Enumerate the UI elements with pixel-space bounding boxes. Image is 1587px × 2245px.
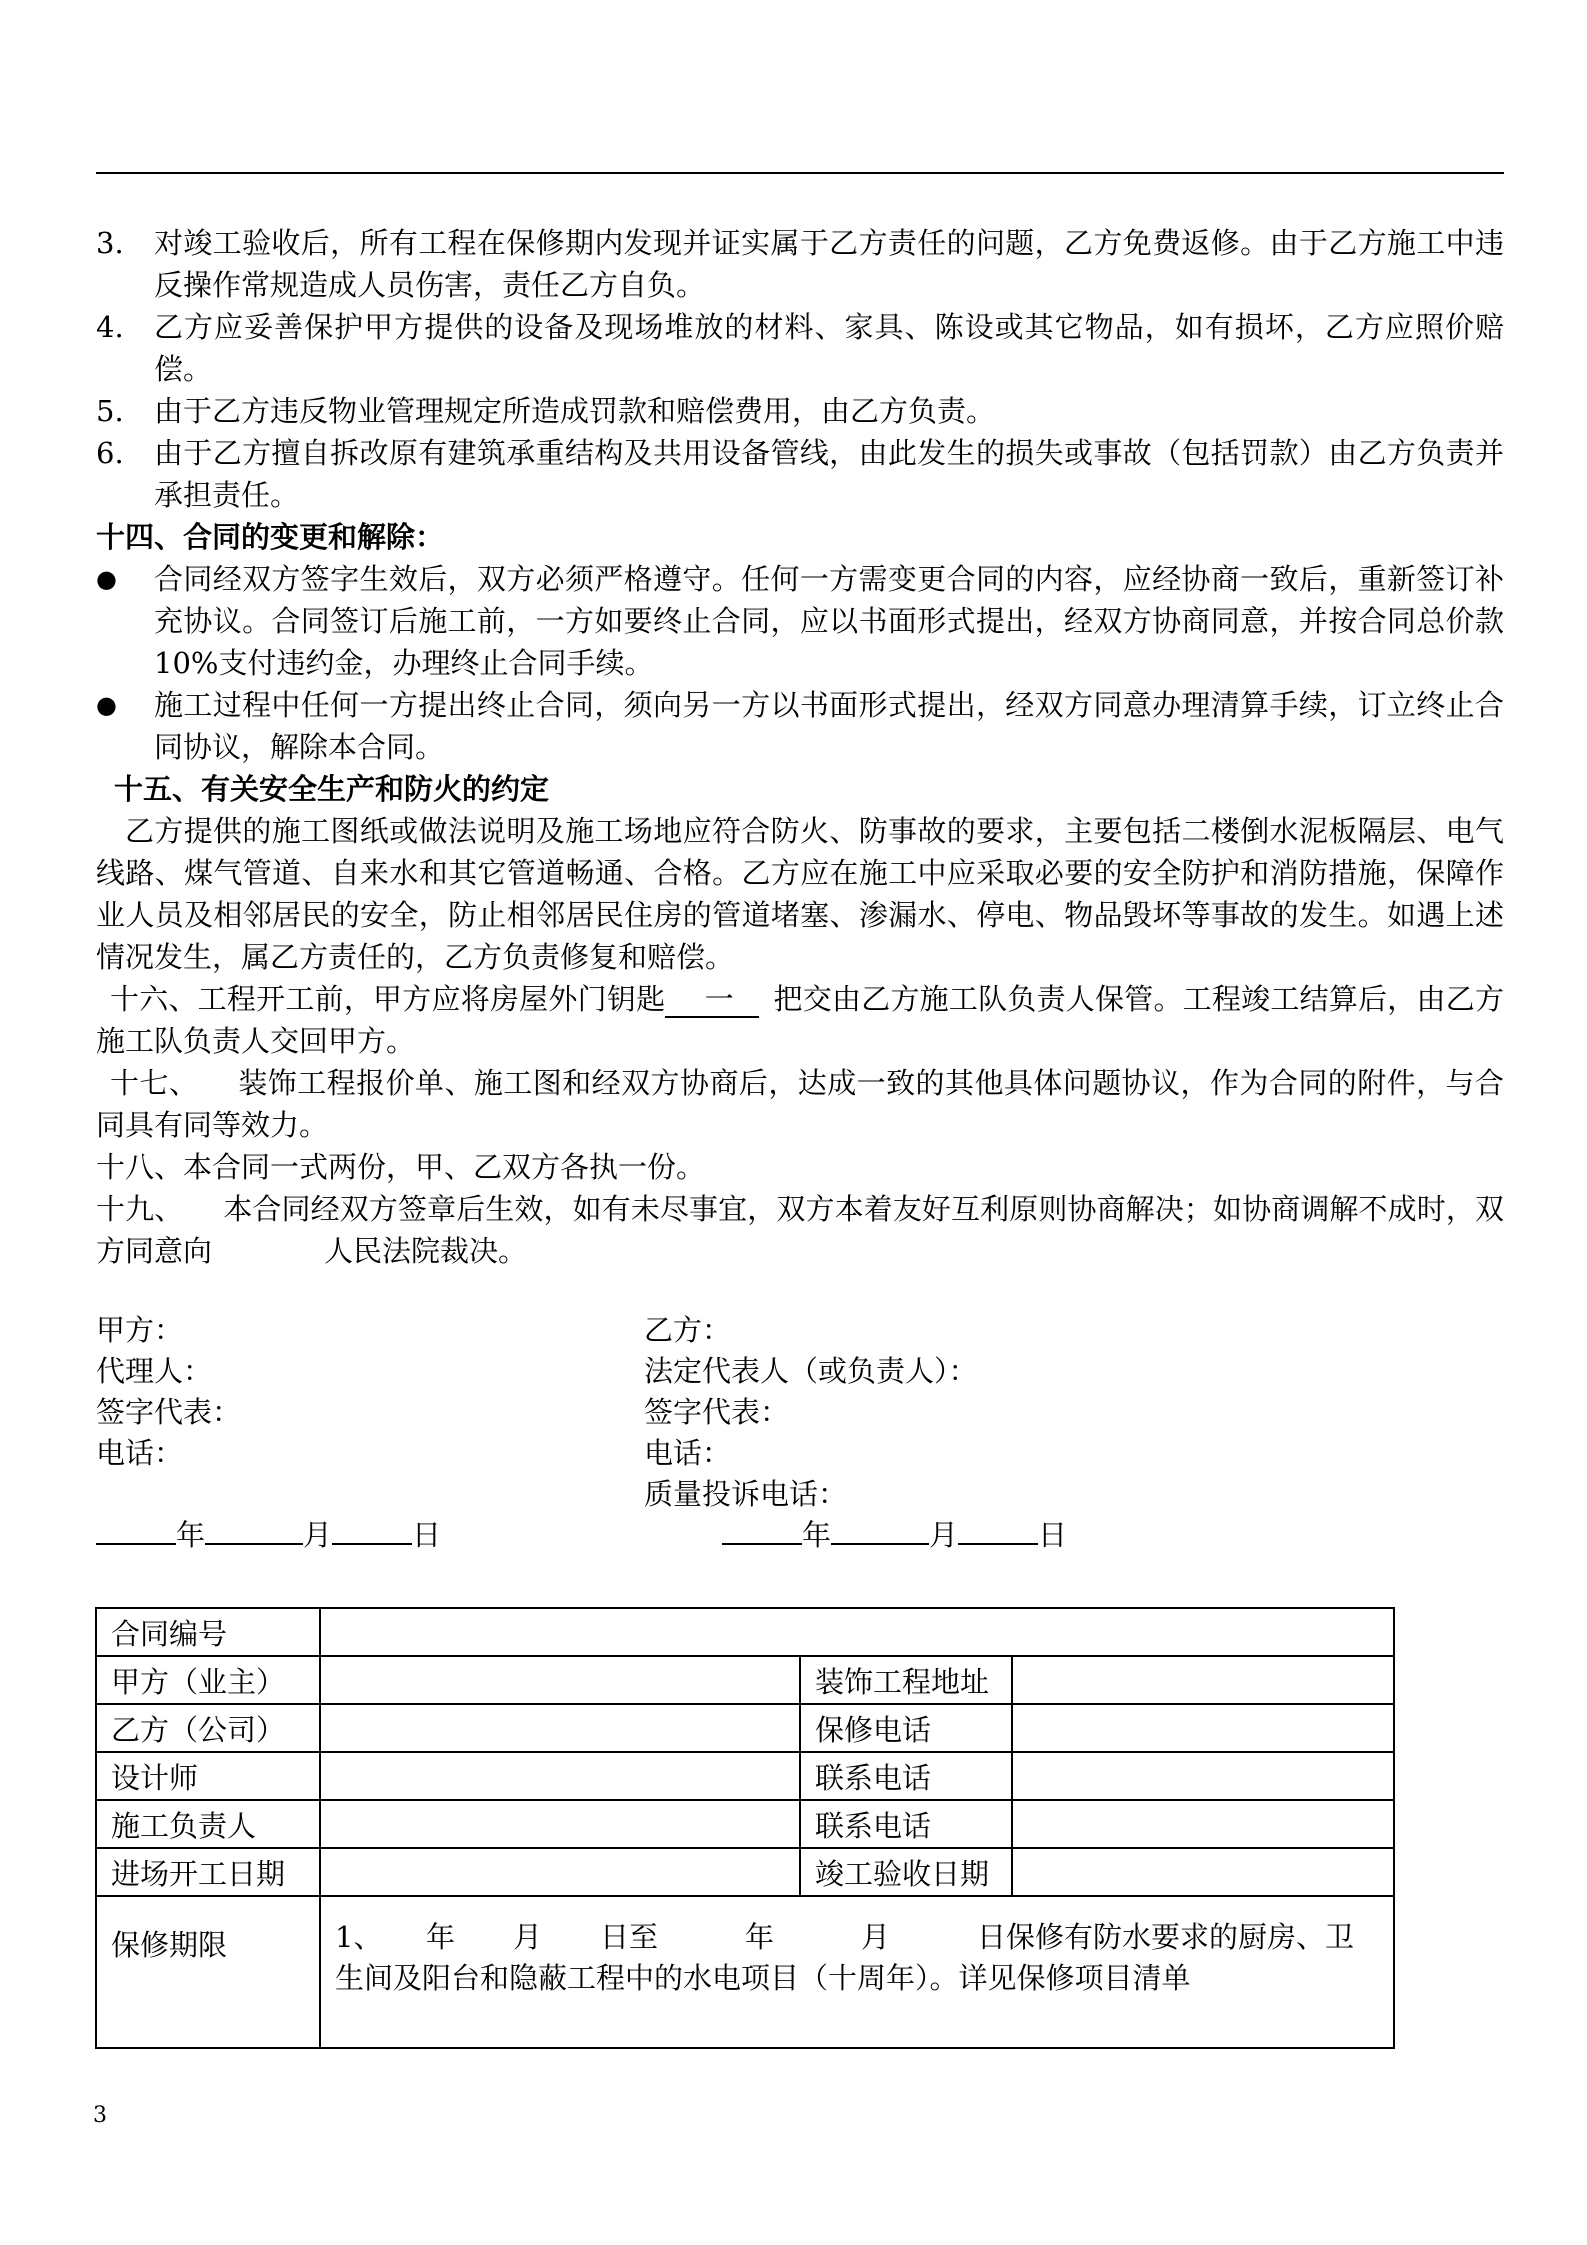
table-label: 竣工验收日期 bbox=[800, 1848, 1012, 1896]
party-b-label: 乙方： bbox=[644, 1313, 732, 1347]
table-label: 设计师 bbox=[96, 1752, 320, 1800]
year-blank bbox=[722, 1515, 802, 1545]
table-value bbox=[1012, 1800, 1394, 1848]
table-value bbox=[320, 1848, 800, 1896]
phone-b-label: 电话： bbox=[644, 1436, 732, 1470]
phone-a-label: 电话： bbox=[96, 1436, 184, 1470]
page-number: 3 bbox=[93, 2103, 107, 2128]
section-19 bbox=[96, 1188, 1504, 1272]
table-row bbox=[96, 1656, 1394, 1704]
section-18: 十八、本合同一式两份，甲、乙双方各执一份。 bbox=[96, 1150, 706, 1184]
party-a-label: 甲方： bbox=[96, 1313, 184, 1347]
bullet-item bbox=[96, 684, 1504, 768]
warranty-label: 保修期限 bbox=[96, 1896, 320, 2048]
table-value bbox=[320, 1800, 800, 1848]
table-row bbox=[96, 1704, 1394, 1752]
table-label: 进场开工日期 bbox=[96, 1848, 320, 1896]
spacer bbox=[96, 1474, 644, 1515]
date-b bbox=[722, 1515, 1067, 1556]
section-17-label: 十七、 bbox=[110, 1066, 199, 1100]
table-value bbox=[320, 1656, 800, 1704]
table-value bbox=[320, 1752, 800, 1800]
date-a bbox=[96, 1515, 722, 1556]
contract-no-value bbox=[320, 1608, 1394, 1656]
section-17-text: 装饰工程报价单、施工图和经双方协商后，达成一致的其他具体问题协议，作为合同的附件，与合同具有同等效力。 bbox=[96, 1066, 1504, 1142]
clause-text: 乙方应妥善保护甲方提供的设备及现场堆放的材料、家具、陈设或其它物品，如有损坏，乙方应照价赔偿。 bbox=[154, 310, 1504, 386]
table-value bbox=[1012, 1848, 1394, 1896]
table-label: 乙方（公司） bbox=[96, 1704, 320, 1752]
day-blank bbox=[332, 1515, 412, 1545]
section-19-label: 十九、 bbox=[96, 1192, 184, 1226]
contract-info-table bbox=[95, 1607, 1395, 2049]
clause-item bbox=[96, 432, 1504, 516]
warranty-text: 1、 年 月 日至 年 月 日保修有防水要求的厨房、卫生间及阳台和隐蔽工程中的水电项目（十周年）。详见保修项目清单 bbox=[320, 1896, 1394, 2048]
section-16 bbox=[96, 978, 1504, 1062]
section-15-body: 乙方提供的施工图纸或做法说明及施工场地应符合防火、防事故的要求，主要包括二楼倒水泥板隔层、电气线路、煤气管道、自来水和其它管道畅通、合格。乙方应在施工中应采取必要的安全防护和消防措施，保障作业人员及相邻居民的安全，防止相邻居民住房的管道堵塞、渗漏水、停电、物品毁坏等事故的发生。如遇上述情况发生，属乙方责任的，乙方负责修复和赔偿。 bbox=[96, 814, 1504, 974]
section-16-suffix: 把交由乙方施工队负责人保管。工程竣工结算后，由乙方施工队负责人交回甲方。 bbox=[96, 982, 1504, 1058]
table-row bbox=[96, 1848, 1394, 1896]
year-label: 年 bbox=[176, 1518, 206, 1552]
contract-no-label: 合同编号 bbox=[96, 1608, 320, 1656]
table-row bbox=[96, 1800, 1394, 1848]
table-label: 联系电话 bbox=[800, 1752, 1012, 1800]
clause-item bbox=[96, 222, 1504, 306]
table-row bbox=[96, 1608, 1394, 1656]
agent-label: 代理人： bbox=[96, 1354, 213, 1388]
date-row bbox=[96, 1515, 1504, 1556]
signatory-b-label: 签字代表： bbox=[644, 1395, 790, 1429]
bullet-text: 施工过程中任何一方提出终止合同，须向另一方以书面形式提出，经双方同意办理清算手续，订立终止合同协议，解除本合同。 bbox=[154, 688, 1504, 764]
clause-text: 由于乙方擅自拆改原有建筑承重结构及共用设备管线，由此发生的损失或事故（包括罚款）由乙方负责并承担责任。 bbox=[154, 436, 1504, 512]
header-rule bbox=[96, 172, 1504, 174]
clause-number: 3. bbox=[96, 226, 124, 260]
table-value bbox=[1012, 1656, 1394, 1704]
bullet-icon: ● bbox=[96, 691, 117, 719]
table-value bbox=[1012, 1704, 1394, 1752]
month-blank bbox=[831, 1515, 929, 1545]
table-label: 装饰工程地址 bbox=[800, 1656, 1012, 1704]
section-19-text-end: 人民法院裁决。 bbox=[324, 1234, 528, 1268]
clause-number: 4. bbox=[96, 310, 124, 344]
section-14-heading: 十四、合同的变更和解除： bbox=[96, 520, 445, 554]
day-label: 日 bbox=[1038, 1518, 1068, 1552]
month-blank bbox=[205, 1515, 303, 1545]
table-value bbox=[1012, 1752, 1394, 1800]
signatory-a-label: 签字代表： bbox=[96, 1395, 242, 1429]
bullet-icon: ● bbox=[96, 565, 117, 593]
complaint-phone-label: 质量投诉电话： bbox=[644, 1477, 848, 1511]
legal-rep-label: 法定代表人（或负责人）： bbox=[644, 1354, 978, 1388]
day-label: 日 bbox=[412, 1518, 442, 1552]
section-16-prefix: 十六、工程开工前，甲方应将房屋外门钥匙 bbox=[110, 982, 666, 1016]
section-17 bbox=[96, 1062, 1504, 1146]
clause-text: 由于乙方违反物业管理规定所造成罚款和赔偿费用，由乙方负责。 bbox=[154, 394, 996, 428]
clause-number: 5. bbox=[96, 394, 124, 428]
month-label: 月 bbox=[929, 1518, 959, 1552]
table-row bbox=[96, 1896, 1394, 2048]
table-label: 甲方（业主） bbox=[96, 1656, 320, 1704]
table-value bbox=[320, 1704, 800, 1752]
signature-block bbox=[96, 1310, 1504, 1556]
year-label: 年 bbox=[802, 1518, 832, 1552]
year-blank bbox=[96, 1515, 176, 1545]
contract-text bbox=[96, 222, 1504, 1272]
bullet-text: 合同经双方签字生效后，双方必须严格遵守。任何一方需变更合同的内容，应经协商一致后，重新签订补充协议。合同签订后施工前，一方如要终止合同，应以书面形式提出，经双方协商同意，并按合同总价款 10%支付违约金，办理终止合同手续。 bbox=[154, 562, 1504, 680]
table-label: 施工负责人 bbox=[96, 1800, 320, 1848]
clause-item bbox=[96, 390, 1504, 432]
month-label: 月 bbox=[303, 1518, 333, 1552]
table-label: 保修电话 bbox=[800, 1704, 1012, 1752]
table-label: 联系电话 bbox=[800, 1800, 1012, 1848]
key-count-blank: 一 bbox=[665, 982, 759, 1018]
section-15-heading: 十五、有关安全生产和防火的约定 bbox=[114, 772, 550, 806]
day-blank bbox=[958, 1515, 1038, 1545]
table-row bbox=[96, 1752, 1394, 1800]
bullet-item bbox=[96, 558, 1504, 684]
clause-text: 对竣工验收后，所有工程在保修期内发现并证实属于乙方责任的问题，乙方免费返修。由于乙方施工中违反操作常规造成人员伤害，责任乙方自负。 bbox=[154, 226, 1504, 302]
clause-item bbox=[96, 306, 1504, 390]
section-19-text: 本合同经双方签章后生效，如有未尽事宜，双方本着友好互利原则协商解决；如协商调解不成时，双方同意向 bbox=[96, 1192, 1504, 1268]
clause-number: 6. bbox=[96, 436, 124, 470]
